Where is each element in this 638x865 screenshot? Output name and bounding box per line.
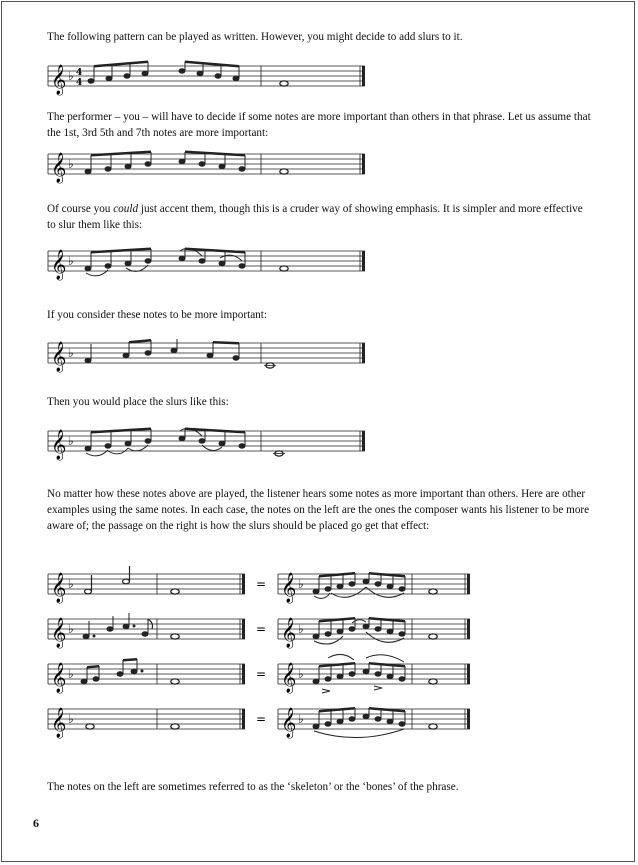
example-row-4 (48, 697, 473, 742)
paragraph-then: Then you would place the slurs like this: (47, 396, 229, 408)
paragraph-skeleton: The notes on the left are sometimes referred to as the ‘skeleton’ or the ‘bones’ of the phrase. (47, 781, 459, 793)
flat-icon: ♭ (298, 622, 304, 636)
treble-clef-icon: 𝄞 (51, 573, 67, 603)
paragraph-accent: Of course you could just accent them, though this is a cruder way of showing emphasis. It is simpler and more effective to slur them like this: (47, 203, 583, 231)
treble-clef-icon: 𝄞 (281, 663, 297, 693)
paragraph-performer: The performer – you – will have to decide if some notes are more important than others in that phrase. Let us assume that the 1st, 3rd 5th and 7th notes are more important: (47, 111, 591, 139)
treble-clef-icon: 𝄞 (51, 153, 67, 183)
example-row-2 (48, 607, 473, 652)
emphasis-could: could (113, 203, 139, 215)
music-staff-slurred-pairs (48, 245, 368, 285)
treble-clef-icon: 𝄞 (281, 573, 297, 603)
treble-clef-icon: 𝄞 (51, 618, 67, 648)
equals-sign: = (256, 622, 267, 636)
flat-icon: ♭ (68, 157, 74, 171)
treble-clef-icon: 𝄞 (281, 708, 297, 738)
music-staff-quarter-notes (48, 337, 368, 377)
example-row-1 (48, 562, 473, 607)
treble-clef-icon: 𝄞 (51, 250, 67, 280)
flat-icon: ♭ (68, 434, 74, 448)
treble-clef-icon: 𝄞 (51, 65, 67, 95)
flat-icon: ♭ (68, 69, 74, 83)
equals-sign: = (256, 577, 267, 591)
paragraph-no-matter: No matter how these notes above are played, the listener hears some notes as more important than others. Here are other examples using the same notes. In each case, the notes on the left are the ones the composer wants his listener to be more aware of; the passage on the right is how the slurs should be placed go get that effect: (47, 488, 590, 532)
treble-clef-icon: 𝄞 (51, 342, 67, 372)
flat-icon: ♭ (68, 622, 74, 636)
treble-clef-icon: 𝄞 (51, 430, 67, 460)
example-row-3 (48, 652, 473, 697)
page-number: 6 (33, 816, 39, 830)
flat-icon: ♭ (68, 667, 74, 681)
flat-icon: ♭ (68, 577, 74, 591)
flat-icon: ♭ (298, 577, 304, 591)
treble-clef-icon: 𝄞 (281, 618, 297, 648)
time-signature-top: 4 (76, 68, 83, 78)
flat-icon: ♭ (68, 346, 74, 360)
music-staff-pattern (48, 60, 368, 100)
flat-icon: ♭ (298, 667, 304, 681)
flat-icon: ♭ (68, 712, 74, 726)
flat-icon: ♭ (298, 712, 304, 726)
treble-clef-icon: 𝄞 (51, 663, 67, 693)
equals-sign: = (256, 712, 267, 726)
paragraph-consider: If you consider these notes to be more important: (47, 309, 267, 321)
music-staff-slurred-alternate (48, 425, 368, 465)
equals-sign: = (256, 667, 267, 681)
time-signature-bottom: 4 (76, 78, 83, 88)
music-staff-important-notes (48, 148, 368, 188)
flat-icon: ♭ (68, 254, 74, 268)
treble-clef-icon: 𝄞 (51, 708, 67, 738)
paragraph-intro: The following pattern can be played as written. However, you might decide to add slurs to it. (47, 31, 463, 43)
